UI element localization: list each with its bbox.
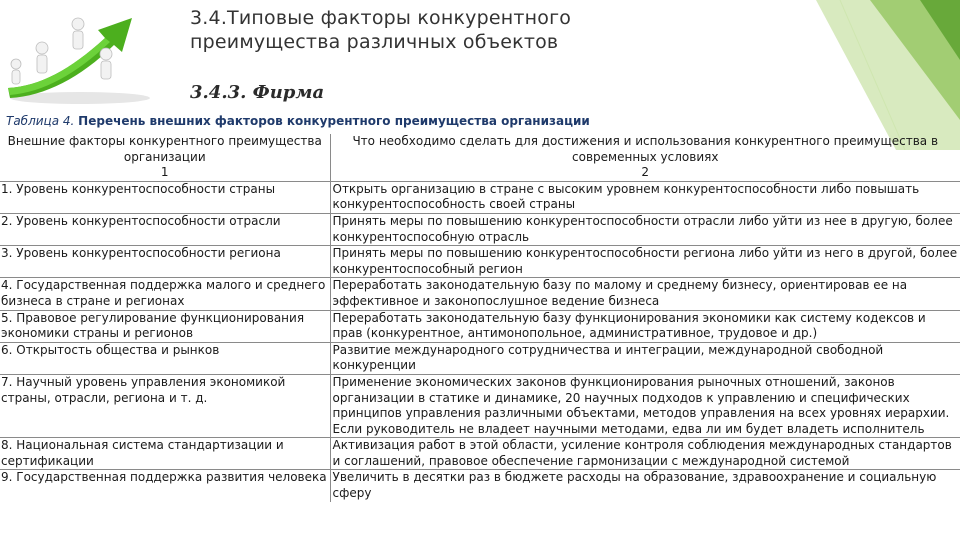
factors-table (0, 134, 960, 502)
action-cell: Развитие международного сотрудничества и интеграции, международной свободной конкуренции (330, 342, 960, 374)
table-row (0, 278, 960, 310)
action-cell: Переработать законодательную базу по малому и среднему бизнесу, ориентировав ее на эффективное и законопослушное ведение бизнеса (330, 278, 960, 310)
factor-cell: 7. Научный уровень управления экономикой страны, отрасли, региона и т. д. (0, 374, 330, 437)
table-header-row (0, 134, 960, 165)
factor-cell: 8. Национальная система стандартизации и сертификации (0, 438, 330, 470)
factor-cell: 5. Правовое регулирование функционирования экономики страны и регионов (0, 310, 330, 342)
table-row (0, 342, 960, 374)
action-cell: Увеличить в десятки раз в бюджете расходы на образование, здравоохранение и социальную сферу (330, 470, 960, 502)
table-row (0, 181, 960, 213)
action-cell: Переработать законодательную базу функционирования экономики как систему кодексов и прав (конкурентное, антимонопольное, административное, трудовое и др.) (330, 310, 960, 342)
table-row (0, 438, 960, 470)
title-line-1: 3.4.Типовые факторы конкурентного (190, 7, 572, 29)
table-caption (6, 114, 590, 128)
action-cell: Принять меры по повышению конкурентоспособности отрасли либо уйти из нее в другую, более конкурентоспособную отрасль (330, 213, 960, 245)
decor-green-corner (720, 0, 960, 150)
table-row (0, 470, 960, 502)
col2-number: 2 (641, 165, 650, 180)
action-cell: Принять меры по повышению конкурентоспособности региона либо уйти из него в другой, более конкурентоспособный регион (330, 246, 960, 278)
page-title (190, 6, 571, 54)
factor-cell: 4. Государственная поддержка малого и среднего бизнеса в стране и регионах (0, 278, 330, 310)
table-number-row (0, 165, 960, 181)
table-caption-label: Таблица 4. (6, 114, 75, 128)
col1-header: Внешние факторы конкурентного преимущества организации (0, 134, 330, 165)
col2-header: Что необходимо сделать для достижения и использования конкурентного преимущества в современных условиях (352, 134, 939, 164)
table-caption-text: Перечень внешних факторов конкурентного преимущества организации (78, 114, 590, 128)
factor-cell: 6. Открытость общества и рынков (0, 342, 330, 374)
title-line-2: преимущества различных объектов (190, 31, 559, 53)
action-cell: Активизация работ в этой области, усиление контроля соблюдения международных стандартов и соглашений, правовое обеспечение гармонизации с международной системой (330, 438, 960, 470)
factor-cell: 3. Уровень конкурентоспособности региона (0, 246, 330, 278)
table-row (0, 246, 960, 278)
factor-cell: 2. Уровень конкурентоспособности отрасли (0, 213, 330, 245)
section-subtitle: 3.4.3. Фирма (190, 82, 325, 103)
table-row (0, 213, 960, 245)
action-cell: Открыть организацию в стране с высоким уровнем конкурентоспособности либо повышать конкурентоспособность своей страны (330, 181, 960, 213)
table-row (0, 310, 960, 342)
action-cell: Применение экономических законов функционирования рыночных отношений, законов организации в статике и динамике, 20 научных подходов к управлению и специфических принципов управления различными объектами, методов управления на всех уровнях иерархии. Если руководитель не владеет научными методами, едва ли им будет владеть исполнитель (330, 374, 960, 437)
factor-cell: 9. Государственная поддержка развития человека (0, 470, 330, 502)
table-row (0, 374, 960, 437)
col1-number: 1 (0, 165, 330, 181)
growth-arrow-people-icon (0, 0, 160, 110)
factor-cell: 1. Уровень конкурентоспособности страны (0, 181, 330, 213)
